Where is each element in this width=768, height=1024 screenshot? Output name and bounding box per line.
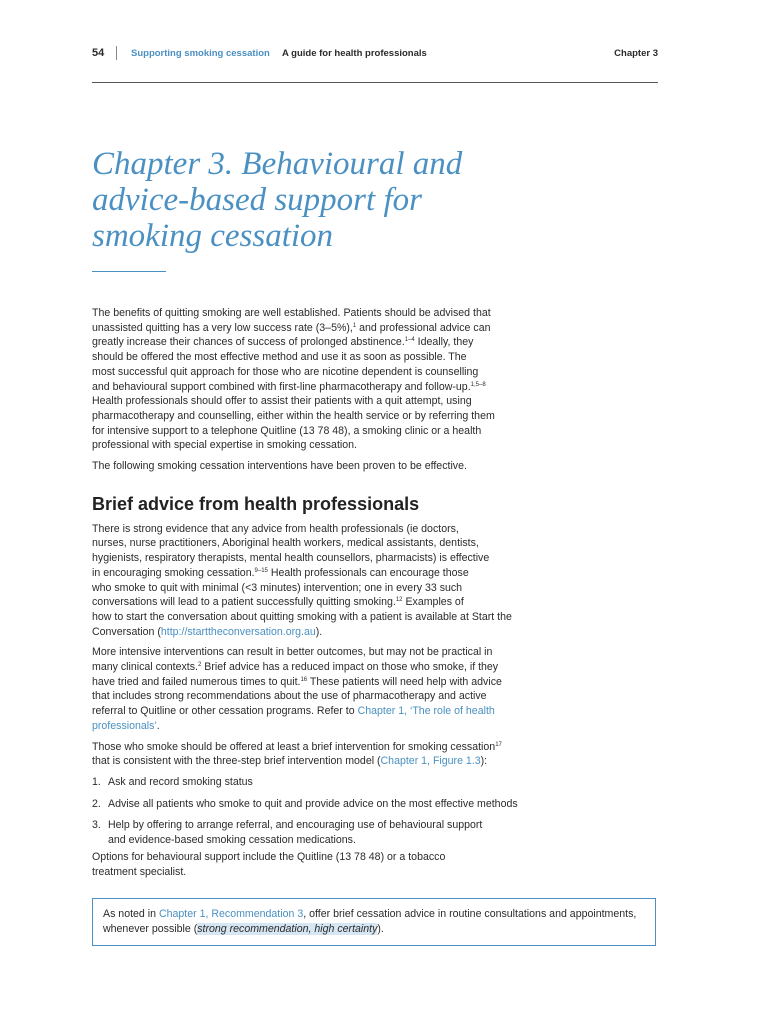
- text-line: Advise all patients who smoke to quit and provide advice on the most effective methods: [108, 797, 518, 810]
- text-line: and evidence-based smoking cessation medications.: [108, 834, 356, 847]
- text-line: There is strong evidence that any advice from health professionals (ie doctors,: [92, 522, 459, 535]
- text-line: pharmacotherapy and counselling, either within the health service or by referring them: [92, 409, 495, 422]
- text-line: should be offered the most effective method and use it as soon as possible. The: [92, 351, 467, 364]
- section-heading: Brief advice from health professionals: [92, 493, 420, 514]
- title-underline: [92, 271, 166, 272]
- text-line: and behavioural support combined with first-line pharmacotherapy and follow-up.$^{1,5-8}$: [92, 380, 486, 393]
- start-conversation-link[interactable]: http://starttheconversation.org.au: [160, 625, 316, 638]
- citation: 16: [300, 676, 308, 683]
- list-number: 2.: [92, 797, 101, 810]
- citation: 2: [197, 662, 202, 669]
- guide-title: A guide for health professionals: [282, 48, 427, 59]
- page-number: 54: [92, 47, 105, 59]
- citation: 1,5–8: [470, 381, 486, 388]
- section-title: Supporting smoking cessation: [131, 48, 270, 59]
- text-line: hygienists, respiratory therapists, mental health counsellors, pharmacists) is effective: [92, 552, 490, 565]
- citation: 1–4: [404, 337, 415, 344]
- text-line: Health professionals should offer to assist their patients with a quit attempt, using: [92, 395, 472, 408]
- text-line: who smoke to quit with minimal (<3 minutes) intervention; one in every 33 such: [92, 581, 463, 594]
- text-line: referral to Quitline or other cessation programs. Refer to Chapter 1, ‘The role of health: [92, 705, 495, 718]
- text-line: many clinical contexts.$^2$ Brief advice has a reduced impact on those who smoke, if they: [92, 661, 499, 674]
- intro-followup: The following smoking cessation interventions have been proven to be effective.: [92, 460, 467, 473]
- chapter-title-line: smoking cessation: [92, 218, 334, 254]
- role-of-health-professionals-link[interactable]: Chapter 1, ‘The role of health: [357, 705, 495, 718]
- citation: 17: [495, 741, 502, 748]
- chapter-title-line: Chapter 3. Behavioural and: [92, 146, 463, 182]
- citation: 1: [352, 322, 357, 329]
- chapter-title-line: advice-based support for: [92, 182, 422, 218]
- text-line: whenever possible (strong recommendation, high certainty).: [103, 922, 384, 935]
- text-line: Ask and record smoking status: [108, 775, 253, 788]
- header-divider: [116, 46, 117, 60]
- text-line: As noted in Chapter 1, Recommendation 3, offer brief cessation advice in routine consultations and appointments,: [103, 908, 637, 920]
- figure-1-3-link[interactable]: Chapter 1, Figure 1.3: [380, 755, 481, 768]
- header-rule: [92, 82, 658, 83]
- text-line: professional with special expertise in smoking cessation.: [92, 439, 357, 452]
- text-line: The benefits of quitting smoking are well established. Patients should be advised that: [92, 307, 491, 319]
- text-line: nurses, nurse practitioners, Aboriginal health workers, medical assistants, dentists,: [92, 537, 479, 550]
- three-step-paragraph: [92, 740, 532, 769]
- text-line: that is consistent with the three-step brief intervention model (Chapter 1, Figure 1.3):: [92, 755, 488, 768]
- text-line: Help by offering to arrange referral, and encouraging use of behavioural support: [108, 819, 483, 832]
- recommendation-strength: strong recommendation, high certainty: [197, 922, 378, 935]
- text-line: most successful quit approach for those who are nicotine dependent is counselling: [92, 365, 479, 378]
- text-line: have tried and failed numerous times to quit.$^{16}$ These patients will need help with advice: [92, 675, 502, 688]
- chapter-title: [92, 146, 592, 254]
- list-item: [92, 797, 532, 812]
- text-line: conversations will lead to a patient successfully quitting smoking.$^{12}$ Examples of: [92, 596, 464, 609]
- list-item: [92, 818, 532, 847]
- text-line: professionals’.: [92, 719, 160, 732]
- list-number: 3.: [92, 819, 101, 832]
- list-item: [92, 775, 532, 790]
- intensive-intervention-paragraph: [92, 645, 532, 733]
- text-line: for intensive support to a telephone Quitline (13 78 48), a smoking clinic or a health: [92, 424, 482, 437]
- role-of-health-professionals-link-cont[interactable]: professionals’: [92, 719, 157, 732]
- text-line: how to start the conversation about quitting smoking with a patient is available at Start the: [92, 610, 512, 623]
- text-line: Conversation (http://starttheconversation.org.au).: [92, 625, 323, 638]
- body-text: [92, 306, 532, 885]
- intro-paragraph: [92, 306, 532, 453]
- intervention-steps: [92, 775, 532, 848]
- text-line: that includes strong recommendations about the use of pharmacotherapy and active: [92, 690, 487, 703]
- text-line: More intensive interventions can result in better outcomes, but may not be practical in: [92, 646, 493, 659]
- behavioural-support-paragraph: [92, 850, 532, 879]
- text-line: in encouraging smoking cessation.$^{9-15}$ Health professionals can encourage those: [92, 566, 469, 579]
- text-line: greatly increase their chances of success of prolonged abstinence.$^{1-4}$ Ideally, they: [92, 336, 474, 349]
- text-line: Those who smoke should be offered at least a brief intervention for smoking cessation$^{17}$: [92, 740, 502, 753]
- citation: 9–15: [254, 567, 268, 574]
- brief-advice-paragraph: [92, 522, 532, 640]
- text-line: Options for behavioural support include the Quitline (13 78 48) or a tobacco: [92, 850, 446, 863]
- chapter-label: Chapter 3: [614, 48, 658, 59]
- recommendation-3-link[interactable]: Chapter 1, Recommendation 3: [158, 908, 304, 920]
- citation: 12: [395, 597, 403, 604]
- text-line: unassisted quitting has a very low success rate (3–5%),$^1$ and professional advice can: [92, 321, 491, 334]
- list-number: 1.: [92, 775, 101, 788]
- recommendation-box: [92, 898, 656, 946]
- text-line: treatment specialist.: [92, 865, 187, 878]
